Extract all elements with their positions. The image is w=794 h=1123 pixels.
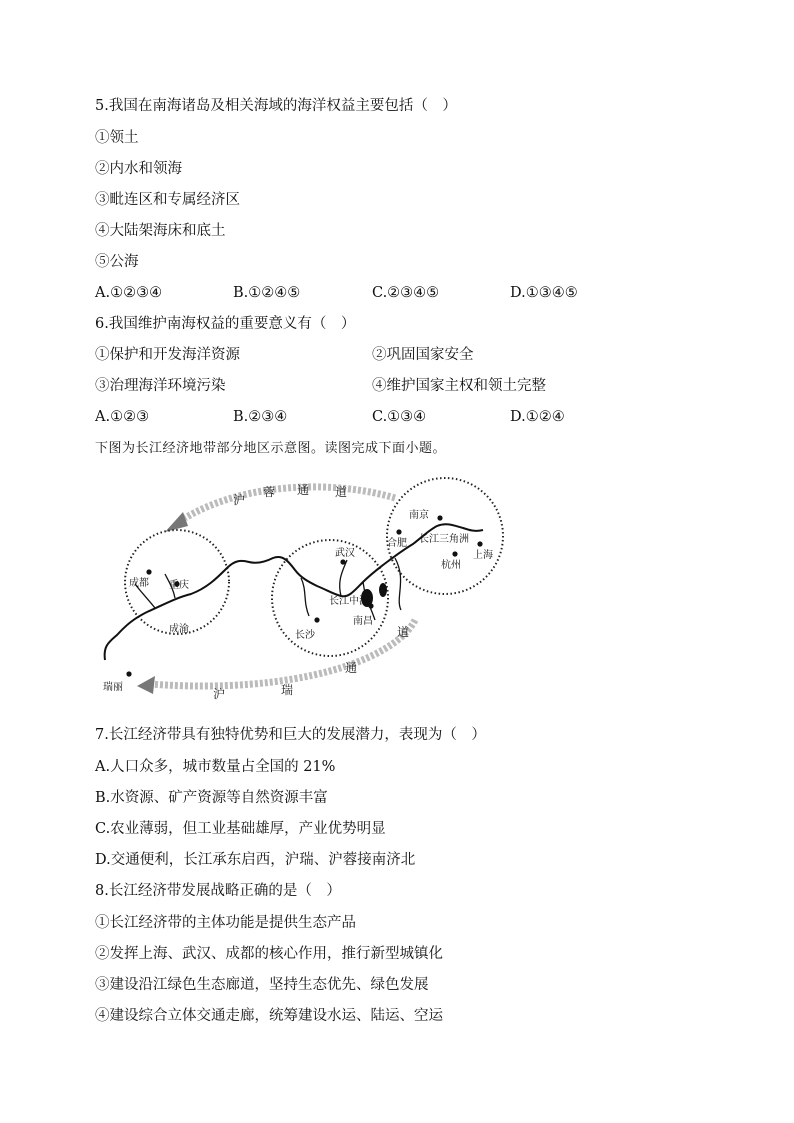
q5-item-2: ②内水和领海	[95, 161, 182, 177]
q7-option-b: B.水资源、矿产资源等自然资源丰富	[95, 790, 328, 806]
q5-option-d: D.①③④⑤	[510, 285, 578, 301]
city-label-hefei: 合肥	[387, 538, 407, 549]
map-intro: 下图为长江经济地带部分地区示意图。读图完成下面小题。	[95, 441, 447, 456]
city-label-chongqing: 重庆	[169, 580, 189, 591]
bottom-route-arrow-icon	[137, 676, 155, 694]
tributary-3	[301, 578, 309, 616]
q7-option-d: D.交通便利，长江承东启西，沪瑞、沪蓉接南济北	[95, 852, 416, 868]
q8-stem: 8.长江经济带发展战略正确的是（ ）	[95, 883, 341, 899]
city-label-shanghai: 上海	[473, 550, 493, 561]
q5-option-a: A.①②③④	[95, 285, 163, 301]
q8-item-1: ①长江经济带的主体功能是提供生态产品	[95, 915, 356, 931]
q6-option-b: B.②③④	[233, 409, 288, 425]
top-route-char-4: 道	[335, 485, 348, 499]
city-dot-ruili	[126, 671, 131, 676]
city-dot-nanjing	[437, 515, 442, 520]
q6-item-2: ②巩固国家安全	[372, 347, 474, 363]
q5-item-4: ④大陆架海床和底土	[95, 223, 226, 239]
city-dot-hangzhou	[452, 551, 457, 556]
bottom-route-band	[150, 620, 415, 686]
region-label-yangtze-delta: 长江三角洲	[419, 534, 469, 545]
q6-item-4: ④维护国家主权和领土完整	[372, 378, 546, 394]
city-label-chengdu: 成都	[129, 578, 149, 589]
q6-stem: 6.我国维护南海权益的重要意义有（ ）	[95, 316, 356, 332]
city-label-ruili: 瑞丽	[103, 682, 123, 693]
city-dot-hefei	[396, 529, 401, 534]
city-label-nanjing: 南京	[409, 510, 429, 521]
top-route-char-3: 通	[297, 483, 310, 497]
city-dot-chengdu	[146, 569, 151, 574]
city-label-changsha: 长沙	[295, 630, 315, 641]
top-route-char-2: 蓉	[263, 485, 276, 499]
q7-stem: 7.长江经济带具有独特优势和巨大的发展潜力，表现为（ ）	[95, 727, 486, 743]
top-route-char-1: 沪	[233, 493, 246, 507]
q5-item-5: ⑤公海	[95, 254, 139, 270]
q5-option-b: B.①②④⑤	[233, 285, 301, 301]
bottom-route-char-1: 沪	[213, 687, 226, 700]
q5-option-c: C.②③④⑤	[372, 285, 440, 301]
q5-stem: 5.我国在南海诸岛及相关海域的海洋权益主要包括（ ）	[95, 98, 457, 114]
q6-option-d: D.①②④	[510, 409, 565, 425]
bottom-route-char-4: 道	[397, 625, 410, 639]
q5-item-3: ③毗连区和专属经济区	[95, 192, 240, 208]
city-dot-wuhan	[340, 559, 345, 564]
bottom-route-char-3: 通	[345, 661, 358, 675]
city-label-nanchang: 南昌	[353, 616, 373, 627]
q7-option-c: C.农业薄弱，但工业基础雄厚，产业优势明显	[95, 821, 386, 837]
q6-option-c: C.①③④	[372, 409, 427, 425]
city-label-hangzhou: 杭州	[441, 560, 461, 571]
q6-item-1: ①保护和开发海洋资源	[95, 347, 240, 363]
yangtze-economic-belt-map	[95, 470, 515, 700]
region-label-middle-reaches: 长江中游	[329, 596, 369, 607]
q8-item-2: ②发挥上海、武汉、成都的核心作用，推行新型城镇化	[95, 946, 443, 962]
city-dot-changsha	[314, 617, 319, 622]
region-label-chengyu: 成渝	[169, 624, 189, 635]
q8-item-3: ③建设沿江绿色生态廊道，坚持生态优先、绿色发展	[95, 977, 429, 993]
tributary-6	[395, 558, 401, 610]
bottom-route-char-2: 瑞	[281, 683, 294, 697]
city-dot-nanchang	[368, 603, 373, 608]
q8-item-4: ④建设综合立体交通走廊，统筹建设水运、陆运、空运	[95, 1008, 443, 1024]
top-route-band	[185, 487, 395, 518]
city-dot-shanghai	[477, 541, 482, 546]
q5-item-1: ①领土	[95, 130, 139, 146]
q6-item-3: ③治理海洋环境污染	[95, 378, 226, 394]
tributary-4	[340, 560, 347, 596]
q6-option-a: A.①②③	[95, 409, 150, 425]
lake-2	[379, 583, 387, 597]
q7-option-a: A.人口众多，城市数量占全国的 21%	[95, 759, 336, 775]
city-label-wuhan: 武汉	[335, 548, 355, 559]
